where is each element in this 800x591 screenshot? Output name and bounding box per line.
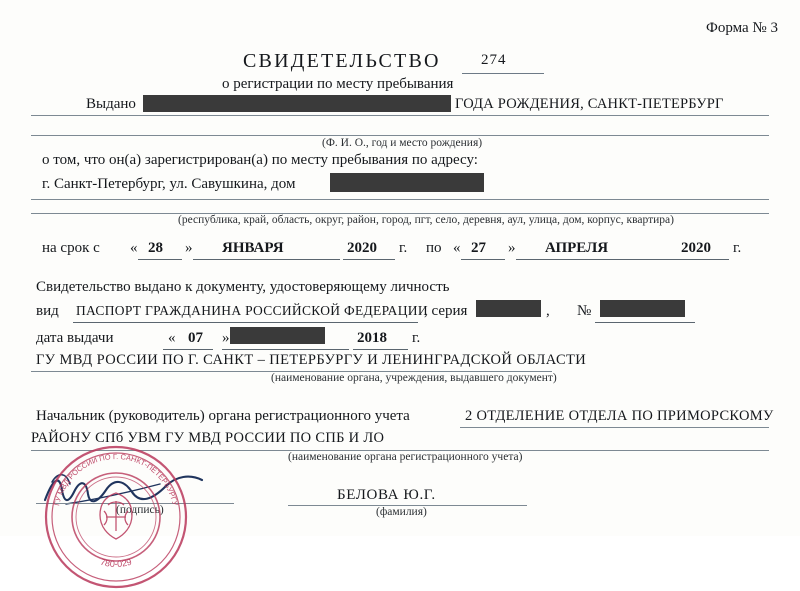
term-to-year-suffix: г. <box>733 240 742 256</box>
term-from-month-rule <box>193 259 340 260</box>
term-to-month-rule <box>516 259 677 260</box>
redacted-series-block <box>476 300 541 317</box>
redacted-number-block <box>600 300 685 317</box>
issue-month-rule <box>222 349 349 350</box>
term-to-day-rule <box>461 259 505 260</box>
redacted-name-block <box>143 95 451 112</box>
term-to-quote-open: « <box>453 240 461 256</box>
svg-text:ГУ МВД РОССИИ ПО Г. САНКТ-ПЕТЕ: ГУ МВД РОССИИ ПО Г. САНКТ-ПЕТЕРБУРГУ <box>52 452 180 507</box>
issued-to-rule <box>31 115 769 116</box>
chief-value-line1: 2 ОТДЕЛЕНИЕ ОТДЕЛА ПО ПРИМОРСКОМУ <box>465 408 774 424</box>
form-number: Форма № 3 <box>706 20 778 36</box>
issued-to-tail: ГОДА РОЖДЕНИЯ, САНКТ-ПЕТЕРБУРГ <box>455 96 724 112</box>
issue-date-label: дата выдачи <box>36 330 114 346</box>
document-subtitle: о регистрации по месту пребывания <box>222 76 454 92</box>
svg-text:780-029: 780-029 <box>99 556 133 570</box>
term-from-quote-close: » <box>185 240 193 256</box>
fio-rule <box>31 135 769 136</box>
chief-value-line2: РАЙОНУ СПб УВМ ГУ МВД РОССИИ ПО СПБ И ЛО <box>31 430 385 446</box>
caption-fio: (Ф. И. О., год и место рождения) <box>322 137 483 149</box>
term-from-day: 28 <box>148 240 163 256</box>
official-round-stamp <box>42 443 190 591</box>
chief-label: Начальник (руководитель) органа регистрационного учета <box>36 408 410 424</box>
identity-type-label: вид <box>36 303 59 319</box>
caption-chief: (наименование органа регистрационного учета) <box>288 451 523 463</box>
term-to-quote-close: » <box>508 240 516 256</box>
term-from-year-suffix: г. <box>399 240 408 256</box>
term-from-year: 2020 <box>347 240 377 256</box>
identity-type-rule <box>73 322 418 323</box>
caption-signature: (подпись) <box>116 504 164 516</box>
certificate-number: 274 <box>481 52 507 68</box>
term-to-year: 2020 <box>681 240 711 256</box>
caption-surname: (фамилия) <box>376 506 427 518</box>
term-from-day-rule <box>138 259 182 260</box>
term-from-quote-open: « <box>130 240 138 256</box>
term-from-year-rule <box>343 259 395 260</box>
identity-type-value: ПАСПОРТ ГРАЖДАНИНА РОССИЙСКОЙ ФЕДЕРАЦИИ <box>76 303 428 318</box>
identity-number-rule <box>595 322 695 323</box>
identity-intro: Свидетельство выдано к документу, удостоверяющему личность <box>36 279 450 295</box>
caption-address: (республика, край, область, округ, район, город, пгт, село, деревня, аул, улица, дом, корпус, квартира) <box>178 214 674 226</box>
issue-year-rule <box>353 349 408 350</box>
term-to-label: по <box>426 240 442 256</box>
redacted-address-block <box>330 173 484 192</box>
identity-number-label: № <box>577 303 592 319</box>
term-from-month: ЯНВАРЯ <box>222 240 284 256</box>
issue-year-suffix: г. <box>412 330 421 346</box>
issue-day: 07 <box>188 330 203 346</box>
caption-issuing-authority: (наименование органа, учреждения, выдавшего документ) <box>271 372 557 384</box>
certificate-number-rule <box>462 73 544 74</box>
redacted-issue-month-block <box>230 327 325 344</box>
registered-line: о том, что он(а) зарегистрирован(а) по месту пребывания по адресу: <box>42 152 478 168</box>
term-to-day: 27 <box>471 240 486 256</box>
term-to-year-rule <box>677 259 729 260</box>
issue-year: 2018 <box>357 330 387 346</box>
issue-day-rule <box>163 349 213 350</box>
identity-comma: , <box>546 303 550 319</box>
issue-quote-close: » <box>222 330 230 346</box>
signatory-surname: БЕЛОВА Ю.Г. <box>337 487 436 503</box>
issuing-authority: ГУ МВД РОССИИ ПО Г. САНКТ – ПЕТЕРБУРГУ И ЛЕНИНГРАДСКОЙ ОБЛАСТИ <box>36 352 587 368</box>
identity-series-label: , серия <box>424 303 468 319</box>
chief-value-rule-1 <box>460 427 769 428</box>
issued-to-label: Выдано <box>86 96 136 112</box>
term-label: на срок с <box>42 240 100 256</box>
term-to-month: АПРЕЛЯ <box>545 240 609 256</box>
address-rule <box>31 199 769 200</box>
issue-quote-open: « <box>168 330 176 346</box>
address-value: г. Санкт-Петербург, ул. Савушкина, дом <box>42 176 296 192</box>
document-title: СВИДЕТЕЛЬСТВО <box>243 50 441 72</box>
